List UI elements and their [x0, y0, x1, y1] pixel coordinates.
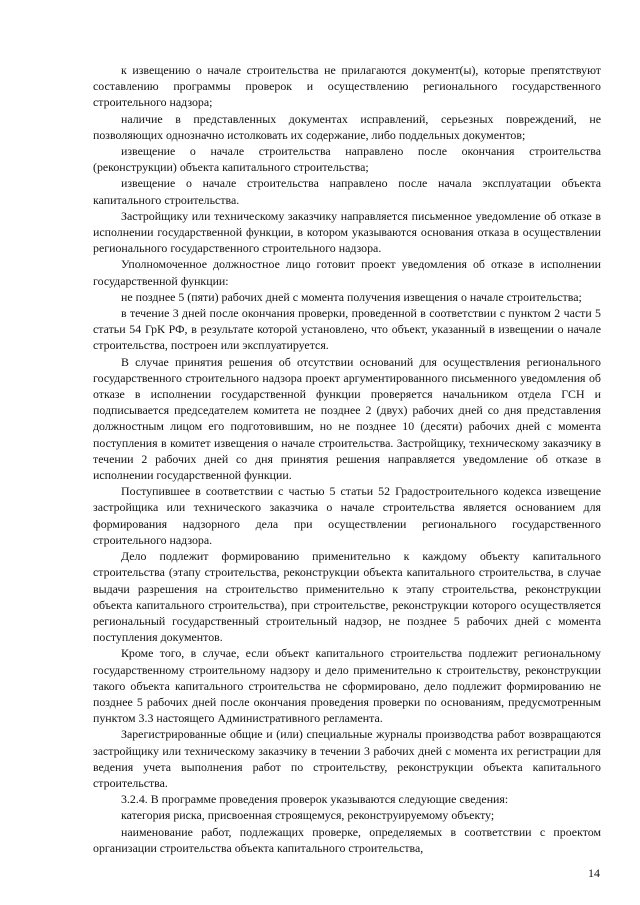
document-body	[93, 62, 601, 856]
paragraph: Зарегистрированные общие и (или) специальные журналы производства работ возвращаются застройщику или техническому заказчику в течении 3 рабочих дней с момента их регистрации для ведения учета выполнения работ по строительству, реконструкции объекта капитального строительства.	[93, 727, 601, 790]
paragraph: Уполномоченное должностное лицо готовит проект уведомления об отказе в исполнении государственной функции:	[93, 257, 601, 288]
paragraph: извещение о начале строительства направлено после начала эксплуатации объекта капитального строительства.	[93, 176, 601, 207]
paragraph: извещение о начале строительства направлено после окончания строительства (реконструкции) объекта капитального строительства;	[93, 144, 601, 175]
paragraph: 3.2.4. В программе проведения проверок указываются следующие сведения:	[121, 792, 509, 807]
paragraph: В случае принятия решения об отсутствии оснований для осуществления регионального государственного строительного надзора проект аргументированного письменного уведомления об отказе в исполнении государственной функции проверяется начальником отдела ГСН и подписывается председателем комитета не позднее 2 (двух) рабочих дней со дня представления должностным лицом его подготовившим, но не позднее 10 (десяти) рабочих дней с момента поступления в комитет извещения о начале строительства. Застройщику, техническому заказчику в течении 2 рабочих дней со дня принятия решения направляется уведомление об отказе в исполнении государственной функции.	[93, 354, 601, 483]
paragraph: Кроме того, в случае, если объект капитального строительства подлежит региональному государственному строительному надзору и дело применительно к строительству, реконструкции такого объекта капитального строительства не сформировано, дело подлежит формированию не позднее 5 рабочих дней после окончания проведения проверки по основаниям, предусмотренным пунктом 3.3 настоящего Административного регламента.	[93, 646, 601, 726]
paragraph: Застройщику или техническому заказчику направляется письменное уведомление об отказе в исполнении государственной функции, в котором указываются основания отказа в осуществлении регионального государственного строительного надзора.	[93, 208, 601, 256]
paragraph: категория риска, присвоенная строящемуся, реконструируемому объекту;	[121, 808, 495, 823]
page-number: 14	[588, 866, 600, 880]
paragraph: Дело подлежит формированию применительно к каждому объекту капитального строительства (этапу строительства, реконструкции объекта капитального строительства, в случае выдачи разрешения на строительство применительно к этапу строительства, реконструкции объекта капитального строительства), при строительстве, реконструкции которого осуществляется региональный государственный строительный надзор, не позднее 5 рабочих дней с момента поступления документов.	[93, 549, 601, 645]
paragraph: к извещению о начале строительства не прилагаются документ(ы), которые препятствуют составлению программы проверок и осуществлению регионального государственного строительного надзора;	[93, 63, 601, 110]
paragraph: наличие в представленных документах исправлений, серьезных повреждений, не позволяющих однозначно истолковать их содержание, либо поддельных документов;	[93, 111, 601, 142]
paragraph: не позднее 5 (пяти) рабочих дней с момента получения извещения о начале строительства;	[121, 289, 582, 304]
paragraph: в течение 3 дней после окончания проверки, проведенной в соответствии с пунктом 2 части 5 статьи 54 ГрК РФ, в результате которой установлено, что объект, указанный в извещении о начале строительства, построен или эксплуатируется.	[93, 306, 601, 353]
paragraph: Поступившее в соответствии с частью 5 статьи 52 Градостроительного кодекса извещение застройщика или технического заказчика о начале строительства является основанием для формирования надзорного дела при осуществлении регионального государственного строительного надзора.	[93, 484, 601, 547]
paragraph: наименование работ, подлежащих проверке, определяемых в соответствии с проектом организации строительства объекта капитального строительства,	[93, 824, 601, 855]
